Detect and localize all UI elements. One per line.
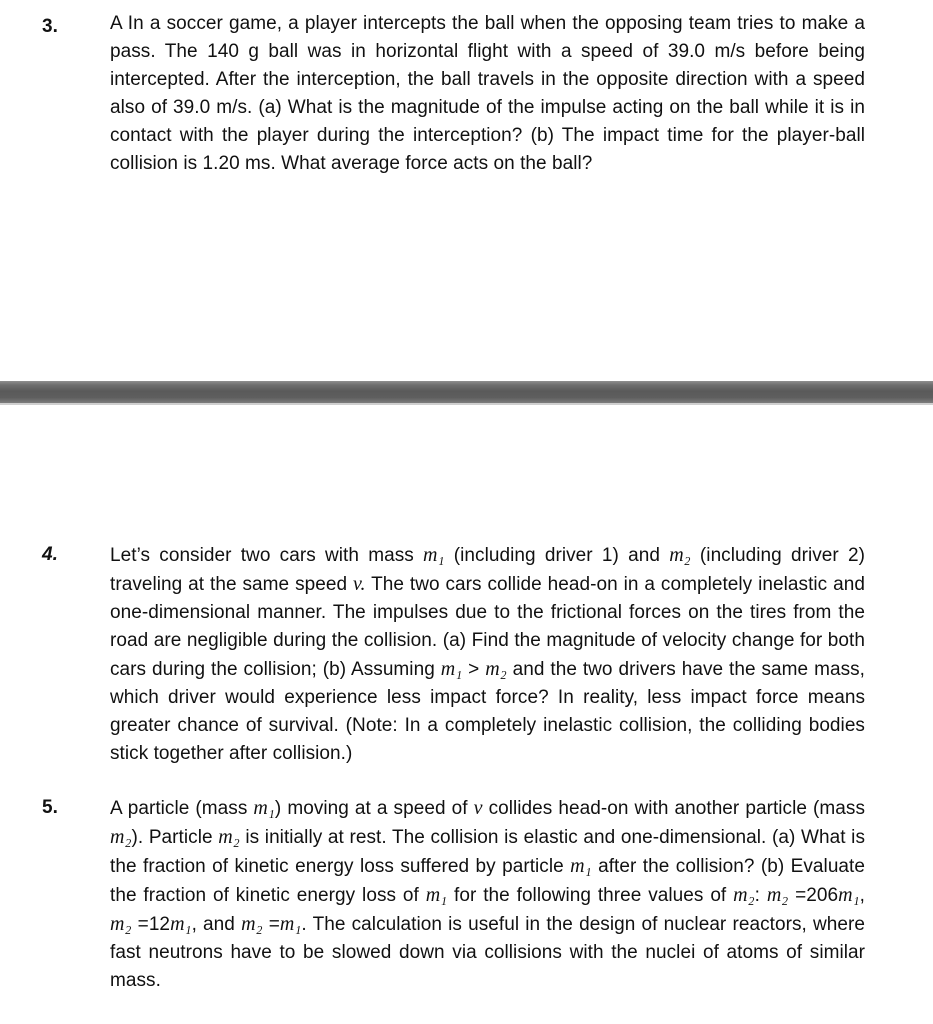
page-separator	[0, 381, 933, 403]
problem-number: 3.	[42, 16, 58, 37]
problem-text: Let’s consider two cars with mass m₁ (including driver 1) and m₂ (including driver 2) traveling at the same speed v. The two cars collide head-on in a completely inelastic and one-dimensional manner. The impulses due to the frictional forces on the tires from the road are negligible during the collision. (a) Find the magnitude of velocity change for both cars during the collision; (b) Assuming m₁ > m₂ and the two drivers have the same mass, which driver would experience less impact force? In reality, less impact force means greater chance of survival. (Note: In a completely inelastic collision, the colliding bodies stick together after collision.)	[110, 544, 866, 764]
problem-number: 4.	[42, 544, 58, 565]
problem-text: A In a soccer game, a player intercepts the ball when the opposing team tries to make a pass. The 140 g ball was in horizontal flight with a speed of 39.0 m/s before being intercepted. After the interception, the ball travels in the opposite direction with a speed also of 39.0 m/s. (a) What is the magnitude of the impulse acting on the ball while it is in contact with the player during the interception? (b) The impact time for the player-ball collision is 1.20 ms. What average force acts on the ball?	[110, 13, 865, 174]
problem-text: A particle (mass m₁) moving at a speed of v collides head-on with another particle (mass m₂). Particle m₂ is initially at rest. The collision is elastic and one-dimensional. (a) What is the fraction of kinetic energy loss suffered by particle m₁ after the collision? (b) Evaluate the fraction of kinetic energy loss of m₁ for the following three values of m₂: m₂ =206m₁, m₂ =12m₁, and m₂ =m₁. The calculation is useful in the design of nuclear reactors, where fast neutrons have to be slowed down via collisions with the nuclei of atoms of similar mass.	[110, 797, 866, 991]
page-separator-shadow	[0, 403, 933, 405]
problem-number: 5.	[42, 797, 58, 818]
